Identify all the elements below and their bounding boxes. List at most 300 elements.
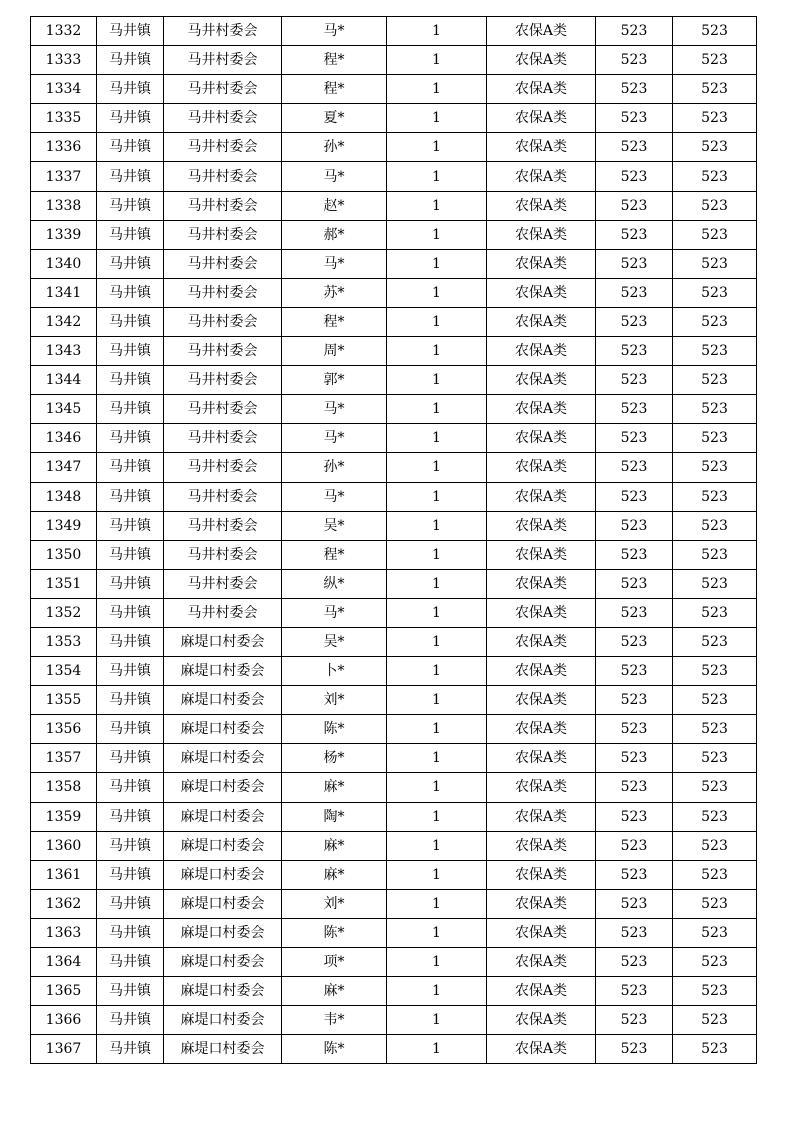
count-cell: 1 (387, 395, 487, 424)
paid-amount-cell: 523 (673, 191, 757, 220)
township-cell: 马井镇 (97, 598, 164, 627)
serial-number-cell: 1360 (31, 831, 97, 860)
village-committee-cell: 马井村委会 (164, 220, 282, 249)
paid-amount-cell: 523 (673, 278, 757, 307)
category-cell: 农保A类 (487, 540, 596, 569)
name-cell: 程* (282, 307, 387, 336)
table-row (31, 540, 757, 569)
table-row (31, 249, 757, 278)
paid-amount-cell: 523 (673, 395, 757, 424)
table-row (31, 424, 757, 453)
standard-amount-cell: 523 (596, 104, 673, 133)
standard-amount-cell: 523 (596, 220, 673, 249)
paid-amount-cell: 523 (673, 220, 757, 249)
paid-amount-cell: 523 (673, 598, 757, 627)
count-cell: 1 (387, 831, 487, 860)
paid-amount-cell: 523 (673, 860, 757, 889)
standard-amount-cell: 523 (596, 1035, 673, 1064)
count-cell: 1 (387, 657, 487, 686)
table-row (31, 948, 757, 977)
standard-amount-cell: 523 (596, 307, 673, 336)
serial-number-cell: 1357 (31, 744, 97, 773)
paid-amount-cell: 523 (673, 569, 757, 598)
village-committee-cell: 马井村委会 (164, 17, 282, 46)
serial-number-cell: 1344 (31, 366, 97, 395)
name-cell: 刘* (282, 686, 387, 715)
serial-number-cell: 1353 (31, 627, 97, 656)
category-cell: 农保A类 (487, 482, 596, 511)
standard-amount-cell: 523 (596, 46, 673, 75)
table-row (31, 686, 757, 715)
name-cell: 赵* (282, 191, 387, 220)
serial-number-cell: 1336 (31, 133, 97, 162)
township-cell: 马井镇 (97, 220, 164, 249)
name-cell: 卜* (282, 657, 387, 686)
count-cell: 1 (387, 860, 487, 889)
township-cell: 马井镇 (97, 75, 164, 104)
standard-amount-cell: 523 (596, 511, 673, 540)
village-committee-cell: 麻堤口村委会 (164, 948, 282, 977)
standard-amount-cell: 523 (596, 133, 673, 162)
serial-number-cell: 1358 (31, 773, 97, 802)
village-committee-cell: 马井村委会 (164, 569, 282, 598)
table-row (31, 366, 757, 395)
paid-amount-cell: 523 (673, 133, 757, 162)
name-cell: 马* (282, 17, 387, 46)
standard-amount-cell: 523 (596, 17, 673, 46)
count-cell: 1 (387, 889, 487, 918)
category-cell: 农保A类 (487, 162, 596, 191)
name-cell: 陶* (282, 802, 387, 831)
township-cell: 马井镇 (97, 802, 164, 831)
standard-amount-cell: 523 (596, 773, 673, 802)
category-cell: 农保A类 (487, 918, 596, 947)
table-row (31, 773, 757, 802)
standard-amount-cell: 523 (596, 889, 673, 918)
category-cell: 农保A类 (487, 307, 596, 336)
standard-amount-cell: 523 (596, 278, 673, 307)
village-committee-cell: 麻堤口村委会 (164, 773, 282, 802)
township-cell: 马井镇 (97, 977, 164, 1006)
village-committee-cell: 马井村委会 (164, 104, 282, 133)
table-row (31, 17, 757, 46)
count-cell: 1 (387, 948, 487, 977)
name-cell: 程* (282, 46, 387, 75)
township-cell: 马井镇 (97, 860, 164, 889)
standard-amount-cell: 523 (596, 191, 673, 220)
table-row (31, 831, 757, 860)
standard-amount-cell: 523 (596, 598, 673, 627)
table-row (31, 162, 757, 191)
count-cell: 1 (387, 627, 487, 656)
count-cell: 1 (387, 598, 487, 627)
township-cell: 马井镇 (97, 307, 164, 336)
township-cell: 马井镇 (97, 657, 164, 686)
paid-amount-cell: 523 (673, 715, 757, 744)
township-cell: 马井镇 (97, 918, 164, 947)
table-row (31, 744, 757, 773)
village-committee-cell: 麻堤口村委会 (164, 889, 282, 918)
village-committee-cell: 马井村委会 (164, 482, 282, 511)
count-cell: 1 (387, 1006, 487, 1035)
township-cell: 马井镇 (97, 744, 164, 773)
name-cell: 苏* (282, 278, 387, 307)
count-cell: 1 (387, 17, 487, 46)
paid-amount-cell: 523 (673, 104, 757, 133)
village-committee-cell: 麻堤口村委会 (164, 977, 282, 1006)
name-cell: 麻* (282, 773, 387, 802)
paid-amount-cell: 523 (673, 977, 757, 1006)
standard-amount-cell: 523 (596, 453, 673, 482)
name-cell: 郝* (282, 220, 387, 249)
serial-number-cell: 1337 (31, 162, 97, 191)
serial-number-cell: 1351 (31, 569, 97, 598)
serial-number-cell: 1347 (31, 453, 97, 482)
serial-number-cell: 1346 (31, 424, 97, 453)
serial-number-cell: 1362 (31, 889, 97, 918)
category-cell: 农保A类 (487, 657, 596, 686)
category-cell: 农保A类 (487, 889, 596, 918)
paid-amount-cell: 523 (673, 686, 757, 715)
standard-amount-cell: 523 (596, 162, 673, 191)
village-committee-cell: 马井村委会 (164, 540, 282, 569)
table-row (31, 278, 757, 307)
category-cell: 农保A类 (487, 424, 596, 453)
category-cell: 农保A类 (487, 191, 596, 220)
serial-number-cell: 1334 (31, 75, 97, 104)
category-cell: 农保A类 (487, 511, 596, 540)
table-row (31, 337, 757, 366)
count-cell: 1 (387, 540, 487, 569)
standard-amount-cell: 523 (596, 657, 673, 686)
standard-amount-cell: 523 (596, 860, 673, 889)
table-row (31, 75, 757, 104)
table-row (31, 598, 757, 627)
serial-number-cell: 1340 (31, 249, 97, 278)
serial-number-cell: 1339 (31, 220, 97, 249)
table-row (31, 657, 757, 686)
paid-amount-cell: 523 (673, 657, 757, 686)
paid-amount-cell: 523 (673, 889, 757, 918)
township-cell: 马井镇 (97, 569, 164, 598)
name-cell: 马* (282, 162, 387, 191)
standard-amount-cell: 523 (596, 948, 673, 977)
name-cell: 孙* (282, 453, 387, 482)
count-cell: 1 (387, 453, 487, 482)
name-cell: 项* (282, 948, 387, 977)
table-row (31, 627, 757, 656)
standard-amount-cell: 523 (596, 395, 673, 424)
table-row (31, 395, 757, 424)
standard-amount-cell: 523 (596, 627, 673, 656)
category-cell: 农保A类 (487, 1006, 596, 1035)
township-cell: 马井镇 (97, 453, 164, 482)
count-cell: 1 (387, 686, 487, 715)
village-committee-cell: 马井村委会 (164, 511, 282, 540)
category-cell: 农保A类 (487, 831, 596, 860)
serial-number-cell: 1348 (31, 482, 97, 511)
count-cell: 1 (387, 918, 487, 947)
standard-amount-cell: 523 (596, 977, 673, 1006)
standard-amount-cell: 523 (596, 249, 673, 278)
table-row (31, 569, 757, 598)
table-row (31, 220, 757, 249)
name-cell: 陈* (282, 1035, 387, 1064)
count-cell: 1 (387, 1035, 487, 1064)
name-cell: 麻* (282, 977, 387, 1006)
count-cell: 1 (387, 191, 487, 220)
serial-number-cell: 1343 (31, 337, 97, 366)
count-cell: 1 (387, 715, 487, 744)
name-cell: 吴* (282, 511, 387, 540)
name-cell: 韦* (282, 1006, 387, 1035)
name-cell: 陈* (282, 918, 387, 947)
count-cell: 1 (387, 424, 487, 453)
category-cell: 农保A类 (487, 773, 596, 802)
village-committee-cell: 麻堤口村委会 (164, 686, 282, 715)
township-cell: 马井镇 (97, 540, 164, 569)
name-cell: 周* (282, 337, 387, 366)
serial-number-cell: 1338 (31, 191, 97, 220)
count-cell: 1 (387, 249, 487, 278)
table-row (31, 133, 757, 162)
count-cell: 1 (387, 366, 487, 395)
category-cell: 农保A类 (487, 744, 596, 773)
category-cell: 农保A类 (487, 337, 596, 366)
village-committee-cell: 麻堤口村委会 (164, 715, 282, 744)
category-cell: 农保A类 (487, 627, 596, 656)
paid-amount-cell: 523 (673, 918, 757, 947)
village-committee-cell: 马井村委会 (164, 366, 282, 395)
count-cell: 1 (387, 773, 487, 802)
serial-number-cell: 1363 (31, 918, 97, 947)
township-cell: 马井镇 (97, 424, 164, 453)
category-cell: 农保A类 (487, 75, 596, 104)
paid-amount-cell: 523 (673, 948, 757, 977)
table-row (31, 977, 757, 1006)
standard-amount-cell: 523 (596, 540, 673, 569)
standard-amount-cell: 523 (596, 569, 673, 598)
township-cell: 马井镇 (97, 889, 164, 918)
township-cell: 马井镇 (97, 715, 164, 744)
standard-amount-cell: 523 (596, 75, 673, 104)
serial-number-cell: 1364 (31, 948, 97, 977)
village-committee-cell: 马井村委会 (164, 453, 282, 482)
paid-amount-cell: 523 (673, 831, 757, 860)
count-cell: 1 (387, 802, 487, 831)
standard-amount-cell: 523 (596, 918, 673, 947)
category-cell: 农保A类 (487, 17, 596, 46)
name-cell: 马* (282, 395, 387, 424)
township-cell: 马井镇 (97, 191, 164, 220)
paid-amount-cell: 523 (673, 249, 757, 278)
table-row (31, 104, 757, 133)
serial-number-cell: 1341 (31, 278, 97, 307)
count-cell: 1 (387, 511, 487, 540)
village-committee-cell: 马井村委会 (164, 191, 282, 220)
paid-amount-cell: 523 (673, 307, 757, 336)
name-cell: 吴* (282, 627, 387, 656)
table-row (31, 860, 757, 889)
category-cell: 农保A类 (487, 104, 596, 133)
category-cell: 农保A类 (487, 278, 596, 307)
township-cell: 马井镇 (97, 511, 164, 540)
village-committee-cell: 麻堤口村委会 (164, 918, 282, 947)
standard-amount-cell: 523 (596, 424, 673, 453)
serial-number-cell: 1365 (31, 977, 97, 1006)
standard-amount-cell: 523 (596, 366, 673, 395)
table-row (31, 191, 757, 220)
paid-amount-cell: 523 (673, 17, 757, 46)
serial-number-cell: 1359 (31, 802, 97, 831)
category-cell: 农保A类 (487, 453, 596, 482)
township-cell: 马井镇 (97, 948, 164, 977)
village-committee-cell: 麻堤口村委会 (164, 860, 282, 889)
name-cell: 马* (282, 249, 387, 278)
name-cell: 陈* (282, 715, 387, 744)
serial-number-cell: 1366 (31, 1006, 97, 1035)
village-committee-cell: 麻堤口村委会 (164, 657, 282, 686)
township-cell: 马井镇 (97, 366, 164, 395)
paid-amount-cell: 523 (673, 511, 757, 540)
village-committee-cell: 麻堤口村委会 (164, 744, 282, 773)
serial-number-cell: 1333 (31, 46, 97, 75)
serial-number-cell: 1332 (31, 17, 97, 46)
standard-amount-cell: 523 (596, 715, 673, 744)
serial-number-cell: 1350 (31, 540, 97, 569)
category-cell: 农保A类 (487, 977, 596, 1006)
village-committee-cell: 马井村委会 (164, 598, 282, 627)
name-cell: 孙* (282, 133, 387, 162)
village-committee-cell: 马井村委会 (164, 162, 282, 191)
village-committee-cell: 马井村委会 (164, 307, 282, 336)
name-cell: 程* (282, 75, 387, 104)
standard-amount-cell: 523 (596, 831, 673, 860)
village-committee-cell: 马井村委会 (164, 337, 282, 366)
serial-number-cell: 1342 (31, 307, 97, 336)
count-cell: 1 (387, 220, 487, 249)
count-cell: 1 (387, 104, 487, 133)
table-row (31, 1006, 757, 1035)
count-cell: 1 (387, 162, 487, 191)
name-cell: 麻* (282, 860, 387, 889)
count-cell: 1 (387, 278, 487, 307)
name-cell: 马* (282, 424, 387, 453)
count-cell: 1 (387, 977, 487, 1006)
township-cell: 马井镇 (97, 627, 164, 656)
village-committee-cell: 麻堤口村委会 (164, 831, 282, 860)
table-row (31, 918, 757, 947)
table-row (31, 715, 757, 744)
standard-amount-cell: 523 (596, 337, 673, 366)
paid-amount-cell: 523 (673, 453, 757, 482)
village-committee-cell: 马井村委会 (164, 395, 282, 424)
count-cell: 1 (387, 307, 487, 336)
count-cell: 1 (387, 46, 487, 75)
township-cell: 马井镇 (97, 686, 164, 715)
category-cell: 农保A类 (487, 715, 596, 744)
paid-amount-cell: 523 (673, 1035, 757, 1064)
paid-amount-cell: 523 (673, 46, 757, 75)
township-cell: 马井镇 (97, 1035, 164, 1064)
table-body (31, 17, 757, 1064)
standard-amount-cell: 523 (596, 482, 673, 511)
paid-amount-cell: 523 (673, 337, 757, 366)
village-committee-cell: 马井村委会 (164, 249, 282, 278)
count-cell: 1 (387, 133, 487, 162)
category-cell: 农保A类 (487, 802, 596, 831)
name-cell: 程* (282, 540, 387, 569)
table-row (31, 46, 757, 75)
paid-amount-cell: 523 (673, 366, 757, 395)
paid-amount-cell: 523 (673, 424, 757, 453)
township-cell: 马井镇 (97, 773, 164, 802)
standard-amount-cell: 523 (596, 802, 673, 831)
name-cell: 马* (282, 598, 387, 627)
table-row (31, 1035, 757, 1064)
name-cell: 郭* (282, 366, 387, 395)
category-cell: 农保A类 (487, 249, 596, 278)
category-cell: 农保A类 (487, 569, 596, 598)
count-cell: 1 (387, 75, 487, 104)
paid-amount-cell: 523 (673, 773, 757, 802)
count-cell: 1 (387, 569, 487, 598)
township-cell: 马井镇 (97, 1006, 164, 1035)
village-committee-cell: 麻堤口村委会 (164, 1006, 282, 1035)
serial-number-cell: 1355 (31, 686, 97, 715)
category-cell: 农保A类 (487, 948, 596, 977)
township-cell: 马井镇 (97, 278, 164, 307)
paid-amount-cell: 523 (673, 75, 757, 104)
paid-amount-cell: 523 (673, 1006, 757, 1035)
category-cell: 农保A类 (487, 1035, 596, 1064)
serial-number-cell: 1349 (31, 511, 97, 540)
township-cell: 马井镇 (97, 249, 164, 278)
serial-number-cell: 1352 (31, 598, 97, 627)
village-committee-cell: 马井村委会 (164, 424, 282, 453)
name-cell: 杨* (282, 744, 387, 773)
serial-number-cell: 1356 (31, 715, 97, 744)
village-committee-cell: 麻堤口村委会 (164, 802, 282, 831)
paid-amount-cell: 523 (673, 802, 757, 831)
count-cell: 1 (387, 337, 487, 366)
category-cell: 农保A类 (487, 860, 596, 889)
count-cell: 1 (387, 482, 487, 511)
category-cell: 农保A类 (487, 598, 596, 627)
township-cell: 马井镇 (97, 133, 164, 162)
paid-amount-cell: 523 (673, 540, 757, 569)
name-cell: 夏* (282, 104, 387, 133)
name-cell: 纵* (282, 569, 387, 598)
table-row (31, 307, 757, 336)
township-cell: 马井镇 (97, 104, 164, 133)
beneficiary-table (30, 16, 757, 1064)
serial-number-cell: 1367 (31, 1035, 97, 1064)
table-row (31, 453, 757, 482)
table-row (31, 482, 757, 511)
paid-amount-cell: 523 (673, 162, 757, 191)
serial-number-cell: 1335 (31, 104, 97, 133)
village-committee-cell: 麻堤口村委会 (164, 627, 282, 656)
table-row (31, 511, 757, 540)
category-cell: 农保A类 (487, 686, 596, 715)
village-committee-cell: 麻堤口村委会 (164, 1035, 282, 1064)
name-cell: 马* (282, 482, 387, 511)
paid-amount-cell: 523 (673, 744, 757, 773)
standard-amount-cell: 523 (596, 686, 673, 715)
table-row (31, 802, 757, 831)
village-committee-cell: 马井村委会 (164, 46, 282, 75)
